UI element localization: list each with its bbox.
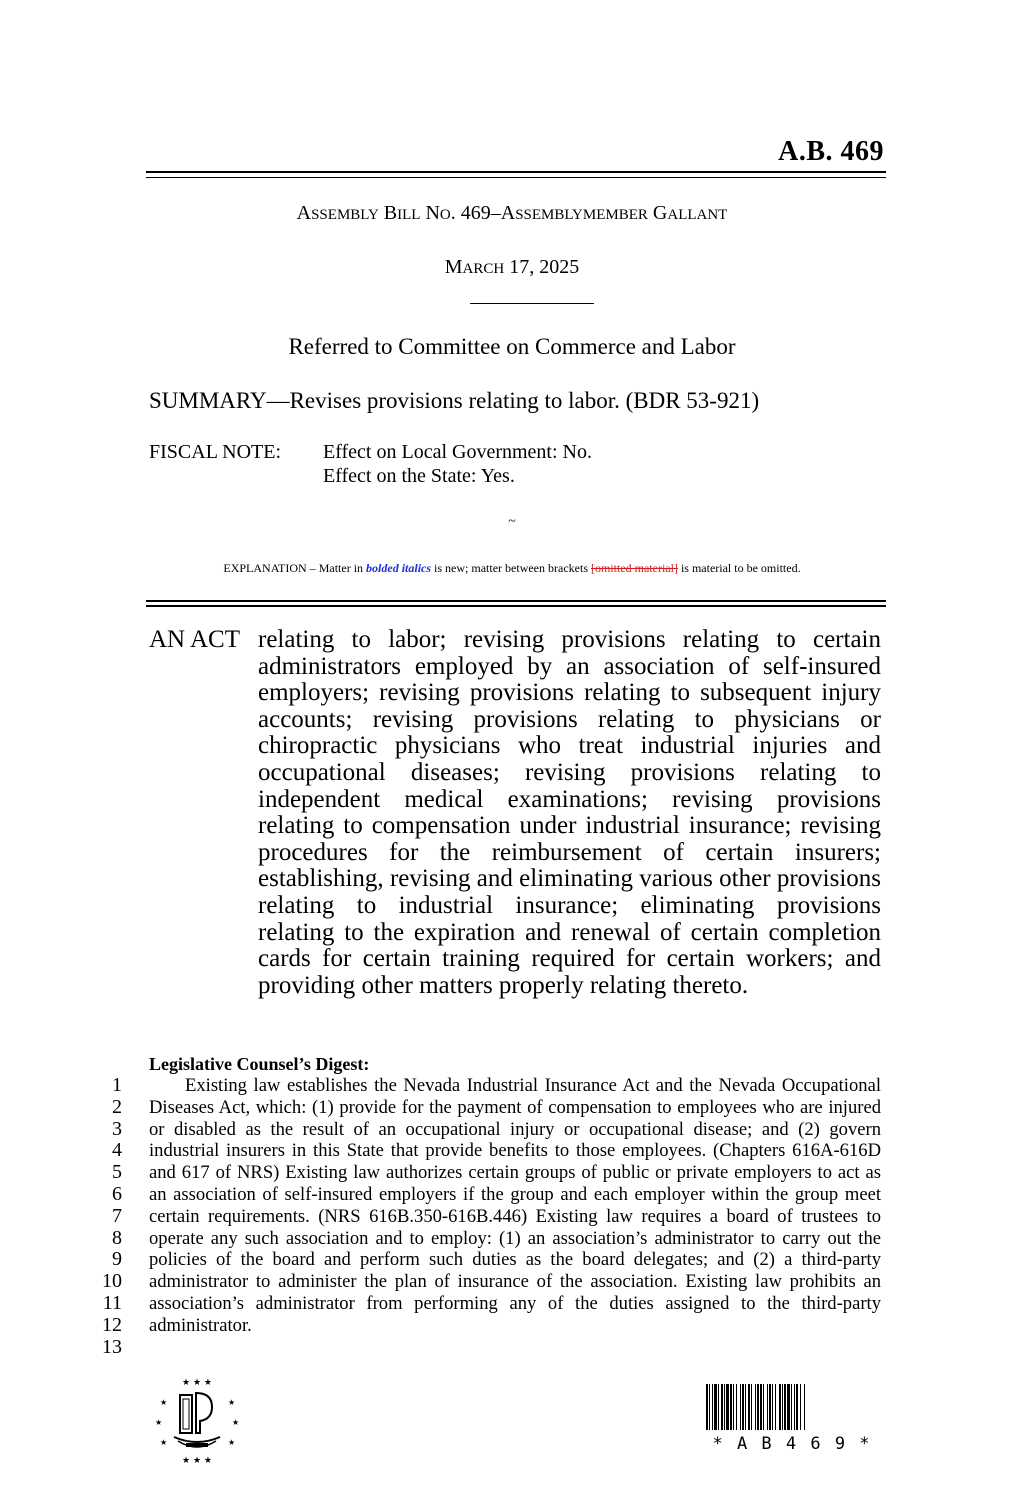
line-number: 11 xyxy=(102,1291,122,1314)
barcode-bar xyxy=(755,1384,756,1430)
barcode-bar xyxy=(742,1384,744,1430)
barcode-bar xyxy=(782,1384,783,1430)
fiscal-note-local: Effect on Local Government: No. xyxy=(323,441,592,463)
line-number: 2 xyxy=(112,1095,122,1118)
svg-text:★: ★ xyxy=(228,1438,236,1447)
barcode-bar xyxy=(724,1384,725,1430)
date-divider xyxy=(470,303,594,304)
line-numbers xyxy=(94,1075,122,1358)
svg-text:★: ★ xyxy=(160,1398,168,1407)
new-matter-sample: bolded italics xyxy=(366,561,432,575)
barcode-bar xyxy=(779,1384,781,1430)
barcode-bar xyxy=(748,1384,750,1430)
digest-title: Legislative Counsel’s Digest: xyxy=(149,1054,370,1074)
explanation-rule-bottom xyxy=(146,605,886,607)
bill-date: MARCH 17, 2025 xyxy=(444,256,580,278)
bill-number: A.B. 469 xyxy=(778,136,884,167)
svg-text:★: ★ xyxy=(232,1418,240,1427)
committee-referral: Referred to Committee on Commerce and Labor xyxy=(288,334,736,359)
barcode-bar xyxy=(751,1384,752,1430)
explanation-rule-top xyxy=(146,600,886,602)
barcode-bar xyxy=(787,1384,790,1430)
digest-paragraph: Existing law establishes the Nevada Industrial Insurance Act and the Nevada Occupational Diseases Act, which: (1) provide for the payment of compensation to employees who are injured or disabled as the result of an occupational injury or occupational disease; and (2) govern industrial insurers in this State that provide benefits to those employees. (Chapters 616A-616D and 617 of NRS) Existing law authorizes certain groups of public or private employers to act as an association of self-insured employers if the group and each employer within the group meet certain requirements. (NRS 616B.350-616B.446) Existing law requires a board of trustees to operate any such association and to employ: (1) an association’s administrator to carry out the policies of the board and perform such duties as the board delegates; and (2) a third-party administrator to administer the plan of insurance of the association. Existing law prohibits an association’s administrator from performing any of the duties assigned to the third-party administrator. xyxy=(149,1075,881,1336)
barcode-bar xyxy=(721,1384,723,1430)
line-number: 7 xyxy=(112,1204,122,1227)
line-number: 12 xyxy=(102,1313,122,1336)
nevada-state-seal-icon xyxy=(152,1375,242,1465)
header-rule-top xyxy=(146,171,886,173)
bill-title-line: ASSEMBLY BILL NO. 469–ASSEMBLYMEMBER GALLANT xyxy=(296,202,728,224)
line-number: 4 xyxy=(112,1139,122,1162)
fiscal-note-state: Effect on the State: Yes. xyxy=(323,465,515,487)
line-number: 10 xyxy=(102,1270,122,1293)
explanation-note: EXPLANATION – Matter in bolded italics is new; matter between brackets [omitted material] is material to be omitted. xyxy=(223,561,801,575)
line-number: 6 xyxy=(112,1182,122,1205)
digest-body xyxy=(149,1075,881,1337)
barcode-bar xyxy=(784,1384,786,1430)
line-number: 13 xyxy=(102,1335,122,1358)
barcode-bar xyxy=(794,1384,795,1430)
barcode-bar xyxy=(760,1384,762,1430)
barcode-bar xyxy=(718,1384,719,1430)
line-number: 1 xyxy=(112,1074,122,1096)
barcode-bar xyxy=(757,1384,759,1430)
act-text: relating to labor; revising provisions relating to certain administrators employed by an association of self-insured employers; revising provisions relating to subsequent injury accounts; revising provisions relating to physicians or chiropractic physicians who treat industrial injuries and occupational diseases; revising provisions relating to independent medical examinations; revising provisions relating to compensation under industrial insurance; revising procedures for the reimbursement of certain insurers; establishing, revising and eliminating various other provisions relating to industrial insurance; eliminating provisions relating to the expiration and renewal of certain completion cards for certain training required for certain workers; and providing other matters properly relating thereto. xyxy=(258,626,881,999)
barcode-bar xyxy=(730,1384,732,1430)
barcode-bar xyxy=(709,1384,710,1430)
barcode-bar xyxy=(736,1384,737,1430)
svg-text:★ ★ ★: ★ ★ ★ xyxy=(182,1456,212,1465)
svg-text:★: ★ xyxy=(155,1418,163,1427)
line-number: 8 xyxy=(112,1226,122,1249)
fiscal-note-label: FISCAL NOTE: xyxy=(149,441,282,463)
tilde-separator: ~ xyxy=(508,514,516,529)
barcode-bar xyxy=(791,1384,792,1430)
header-rule-bottom xyxy=(146,177,886,178)
bill-summary: SUMMARY—Revises provisions relating to labor. (BDR 53-921) xyxy=(149,388,760,413)
svg-text:★: ★ xyxy=(228,1398,236,1407)
barcode-bar xyxy=(775,1384,776,1430)
svg-text:★ ★ ★: ★ ★ ★ xyxy=(182,1378,212,1388)
fiscal-note xyxy=(149,440,592,488)
act-label: AN ACT xyxy=(149,626,240,653)
svg-text:★: ★ xyxy=(160,1438,168,1447)
barcode-bar xyxy=(733,1384,734,1430)
barcode-bar xyxy=(706,1384,708,1430)
barcode-bar xyxy=(767,1384,768,1430)
barcode xyxy=(706,1384,878,1430)
barcode-bar xyxy=(796,1384,798,1430)
barcode-bar xyxy=(804,1384,805,1430)
barcode-bar xyxy=(726,1384,729,1430)
line-number: 5 xyxy=(112,1161,122,1184)
barcode-bar xyxy=(763,1384,764,1430)
omitted-matter-sample: [omitted material] xyxy=(590,561,678,575)
line-number: 9 xyxy=(112,1248,122,1271)
barcode-text: * A B 4 6 9 * xyxy=(712,1434,872,1454)
barcode-bar xyxy=(800,1384,801,1430)
act-title xyxy=(149,627,881,999)
barcode-bar xyxy=(772,1384,773,1430)
barcode-bar xyxy=(745,1384,746,1430)
line-number: 3 xyxy=(112,1117,122,1140)
barcode-bar xyxy=(769,1384,771,1430)
barcode-bar xyxy=(740,1384,741,1430)
barcode-bar xyxy=(712,1384,713,1430)
barcode-bar xyxy=(714,1384,717,1430)
